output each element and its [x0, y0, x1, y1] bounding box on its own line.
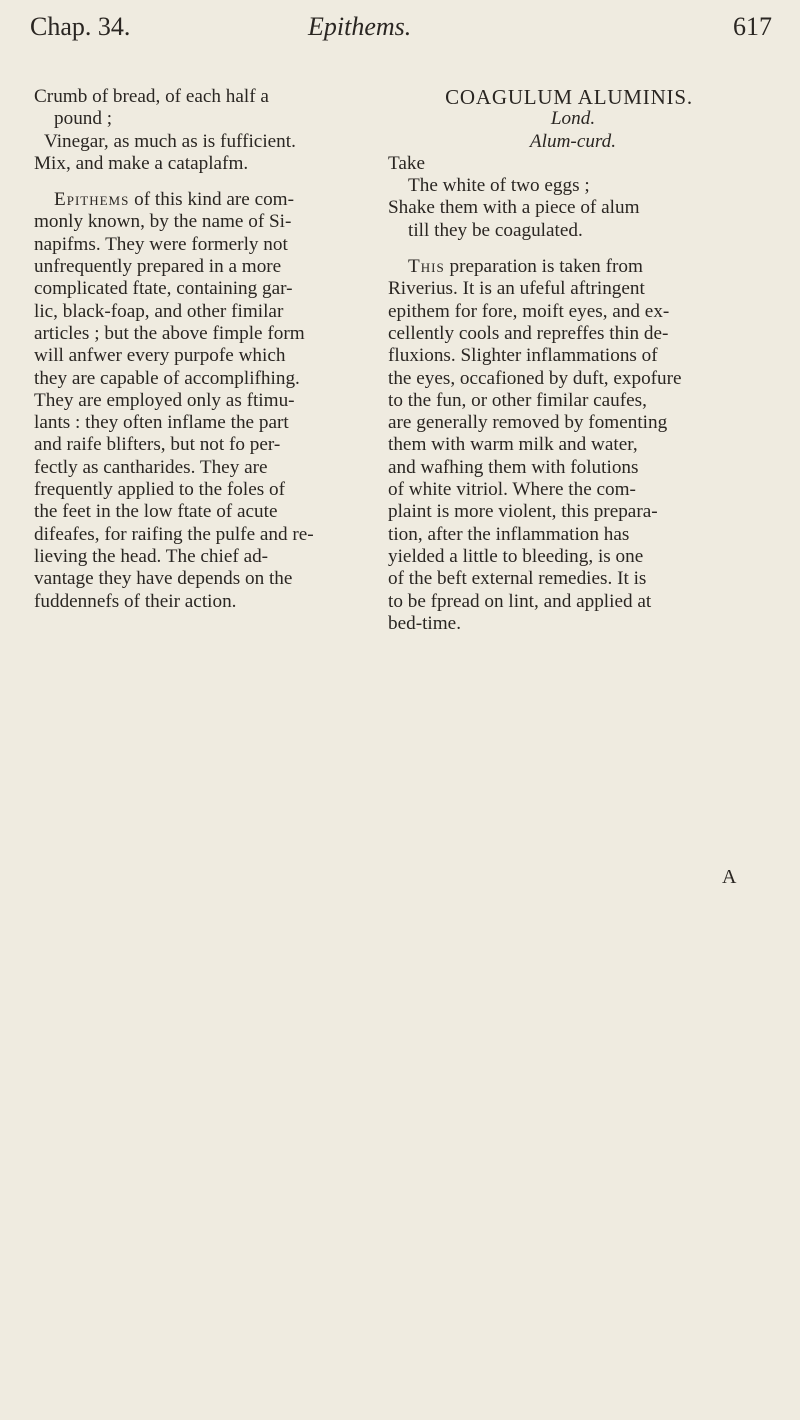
chapter-label: Chap. 34. [30, 12, 131, 41]
paragraph-line: the eyes, occafioned by duft, expofure [388, 367, 682, 389]
paragraph-line: will anfwer every purpofe which [34, 345, 286, 367]
page-number: 617 [733, 12, 772, 41]
paragraph-line: of the beft external remedies. It is [388, 568, 647, 590]
recipe-line: Crumb of bread, of each half a [34, 86, 269, 107]
take-label: Take [388, 152, 426, 174]
running-title: Epithems. [308, 12, 412, 41]
paragraph-line: tion, after the inflammation has [388, 523, 630, 545]
running-header [30, 12, 772, 48]
catchword: A [722, 866, 737, 888]
paragraph-line: unfrequently prepared in a more [34, 256, 282, 278]
paragraph-line: articles ; but the above fimple form [34, 322, 305, 344]
recipe-title: COAGULUM ALUMINIS. [445, 85, 693, 109]
paragraph-lead-word: This [408, 256, 445, 278]
paragraph-line: them with warm milk and water, [388, 434, 638, 456]
paragraph-line: bed-time. [388, 612, 461, 634]
paragraph-line: to be fpread on lint, and applied at [388, 590, 652, 612]
paragraph-line: lants : they often inflame the part [34, 412, 289, 434]
paragraph-line: cellently cools and repreffes thin de- [388, 322, 669, 344]
paragraph-line: They are employed only as ftimu- [34, 389, 295, 411]
ingredient-line: The white of two eggs ; [408, 175, 590, 197]
paragraph-line: fluxions. Slighter inflammations of [388, 345, 658, 367]
paragraph-line: fectly as cantharides. They are [34, 456, 268, 478]
paragraph-first-line [388, 256, 758, 278]
recipe-line: Vinegar, as much as is fufficient. [44, 130, 296, 152]
paragraph-first-line-text: preparation is taken from [444, 256, 643, 278]
english-name: Alum-curd. [529, 130, 617, 152]
ingredient-line: Shake them with a piece of alum [388, 197, 640, 219]
paragraph-line: frequently applied to the foles of [34, 479, 285, 501]
paragraph-line: Riverius. It is an ufeful aftringent [388, 278, 645, 300]
paragraph-line: and raife blifters, but not fo per- [34, 434, 281, 456]
paragraph-line: and wafhing them with folutions [388, 456, 639, 478]
paragraph-line: are generally removed by fomenting [388, 412, 668, 434]
recipe-line: Mix, and make a cataplafm. [34, 152, 249, 174]
paragraph-line: napifms. They were formerly not [34, 233, 288, 255]
paragraph-line: yielded a little to bleeding, is one [388, 545, 644, 567]
paragraph-line: lic, black-foap, and other fimilar [34, 300, 284, 322]
paragraph-line: of white vitriol. Where the com- [388, 479, 636, 501]
recipe-line: pound ; [54, 108, 113, 130]
paragraph-line: monly known, by the name of Si- [34, 211, 292, 233]
paragraph-first-line-text: of this kind are com- [129, 189, 294, 211]
right-column [388, 86, 758, 635]
paragraph-lead-word: Epithems [54, 189, 130, 211]
paragraph-line: lieving the head. The chief ad- [34, 545, 269, 567]
ingredient-line: till they be coagulated. [408, 219, 583, 241]
paragraph-line: epithem for fore, moift eyes, and ex- [388, 300, 670, 322]
pharmacopoeia-source: Lond. [550, 108, 596, 130]
paragraph-line: vantage they have depends on the [34, 568, 293, 590]
paragraph-line: they are capable of accomplifhing. [34, 367, 300, 389]
paragraph-line: plaint is more violent, this prepara- [388, 501, 658, 523]
paragraph-first-line [34, 189, 374, 211]
paragraph-line: the feet in the low ftate of acute [34, 501, 278, 523]
paragraph-line: to the fun, or other fimilar caufes, [388, 389, 647, 411]
paragraph-line: complicated ftate, containing gar- [34, 278, 293, 300]
paragraph-line: fuddennefs of their action. [34, 590, 237, 612]
left-column [34, 86, 374, 613]
paragraph-line: difeafes, for raifing the pulfe and re- [34, 523, 314, 545]
